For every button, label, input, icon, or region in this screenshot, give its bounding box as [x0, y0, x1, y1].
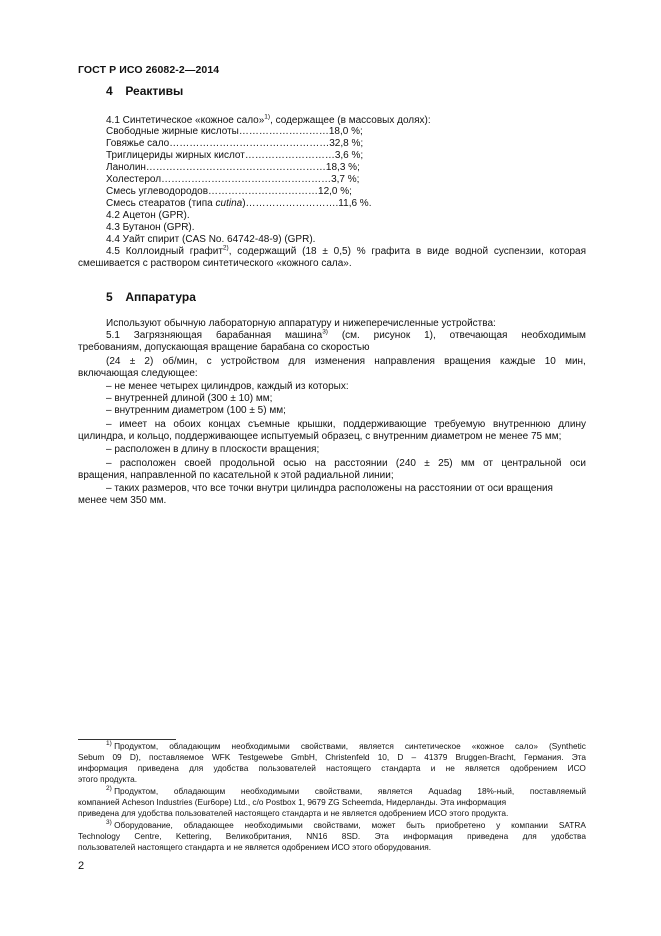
list-item: – внутренней длиной (300 ± 10) мм; — [106, 393, 273, 404]
footnote-3-line-1: $^{3)}$ Оборудование, обладающее необходимыми свойствами, может быть приобретено у компании SATRA — [106, 819, 586, 830]
list-item: – расположен в длину в плоскости вращения; — [106, 444, 320, 455]
footnote-2-line-1: $^{2)}$ Продуктом, обладающим необходимыми свойствами, является Aquadag 18%-ный, поставляемый — [106, 785, 586, 796]
component-row: Говяжье сало…………………………………………32,8 %; — [106, 138, 364, 149]
section-5-title: Аппаратура — [125, 290, 196, 304]
footnote-2-line-3: приведена для удобства пользователей настоящего стандарта и не является одобрением ИСО этого продукта. — [78, 808, 509, 818]
item-5-1-line-4: включающая следующее: — [78, 368, 198, 379]
component-row: Свободные жирные кислоты………………………18,0 %; — [106, 126, 363, 137]
item-4-1: 4.1 Синтетическое «кожное сало»$^{1)}$, содержащее (в массовых долях): — [106, 113, 431, 126]
footnote-2-line-2: компанией Acheson Industries (Eur6ope) Ltd., c/o Postbox 1, 9679 ZG Scheemda, Нидерланды. Эта информация — [78, 797, 507, 807]
footnote-1-line-2: Sebum 09 D), поставляемое WFK Testgewebe GmbH, Christenfeld 10, D – 41379 Bruggen-Bracht, Германия. Эта — [78, 752, 586, 762]
footnote-3-line-2: Technology Centre, Kettering, Великобритания, NN16 8SD. Эта информация приведена для удобства — [78, 831, 586, 841]
footnote-1-line-4: этого продукта. — [78, 774, 138, 784]
list-item: – внутренним диаметром (100 ± 5) мм; — [106, 405, 286, 416]
component-row: Холестерол……………………………………………3,7 %; — [106, 174, 360, 185]
footnote-1-line-3: информация приведена для удобства пользователей настоящего стандарта и не является одобрением ИСО — [78, 763, 586, 773]
component-row: Смесь углеводородов……………………………12,0 %; — [106, 186, 352, 197]
component-row: Триглицериды жирных кислот………………………3,6 %; — [106, 150, 364, 161]
component-row: Смесь стеаратов (типа cutina)……………………….11,6 %. — [106, 198, 372, 209]
section-5-heading — [106, 290, 196, 304]
section-4-title: Реактивы — [125, 84, 184, 98]
item-4-2: 4.2 Ацетон (GPR). — [106, 210, 190, 221]
section-5-intro: Используют обычную лабораторную аппаратуру и нижеперечисленные устройства: — [106, 318, 496, 329]
list-item: – имеет на обоих концах съемные крышки, поддерживающие требуемую внутреннюю длину — [106, 419, 586, 430]
list-item: – расположен своей продольной осью на расстоянии (240 ± 25) мм от центральной оси — [106, 458, 586, 469]
list-item-continuation: вращения, направленной по касательной к этой радиальной линии; — [78, 470, 394, 481]
footnote-divider — [78, 739, 176, 740]
item-4-3: 4.3 Бутанон (GPR). — [106, 222, 195, 233]
list-item-continuation: менее чем 350 мм. — [78, 495, 167, 506]
list-item: – таких размеров, что все точки внутри цилиндра расположены на расстоянии от оси вращения — [106, 483, 553, 494]
item-4-5-line-2: смешивается с раствором синтетического «кожного сала». — [78, 258, 352, 269]
page-number: 2 — [78, 860, 85, 872]
section-4-heading — [106, 84, 183, 98]
standard-header: ГОСТ Р ИСО 26082-2—2014 — [78, 64, 220, 76]
item-5-1-line-3: (24 ± 2) об/мин, с устройством для изменения направления вращения каждые 10 мин, — [106, 356, 586, 367]
item-4-5-line-1: 4.5 Коллоидный графит$^{2)}$, содержащий (18 ± 0,5) % графита в виде водной суспензии, которая — [106, 244, 586, 257]
footnote-1-line-1: $^{1)}$ Продуктом, обладающим необходимыми свойствами, является синтетическое «кожное сало» (Synthetic — [106, 740, 586, 751]
section-5-number: 5 — [106, 290, 113, 304]
item-5-1-line-1: 5.1 Загрязняющая барабанная машина$^{3)}$ (см. рисунок 1), отвечающая необходимым — [106, 328, 586, 341]
item-5-1-line-2: требованиям, допускающая вращение барабана со скоростью — [78, 342, 370, 353]
section-4-number: 4 — [106, 84, 113, 98]
list-item-continuation: цилиндра, и кольцо, поддерживающее испытуемый образец, с внутренним диаметром не менее 75 мм; — [78, 431, 562, 442]
component-row: Ланолин………………………………………………18,3 %; — [106, 162, 360, 173]
list-item: – не менее четырех цилиндров, каждый из которых: — [106, 381, 349, 392]
footnote-3-line-3: пользователей настоящего стандарта и не является одобрением ИСО этого оборудования. — [78, 842, 432, 852]
item-4-4: 4.4 Уайт спирит (CAS No. 64742-48-9) (GPR). — [106, 234, 316, 245]
